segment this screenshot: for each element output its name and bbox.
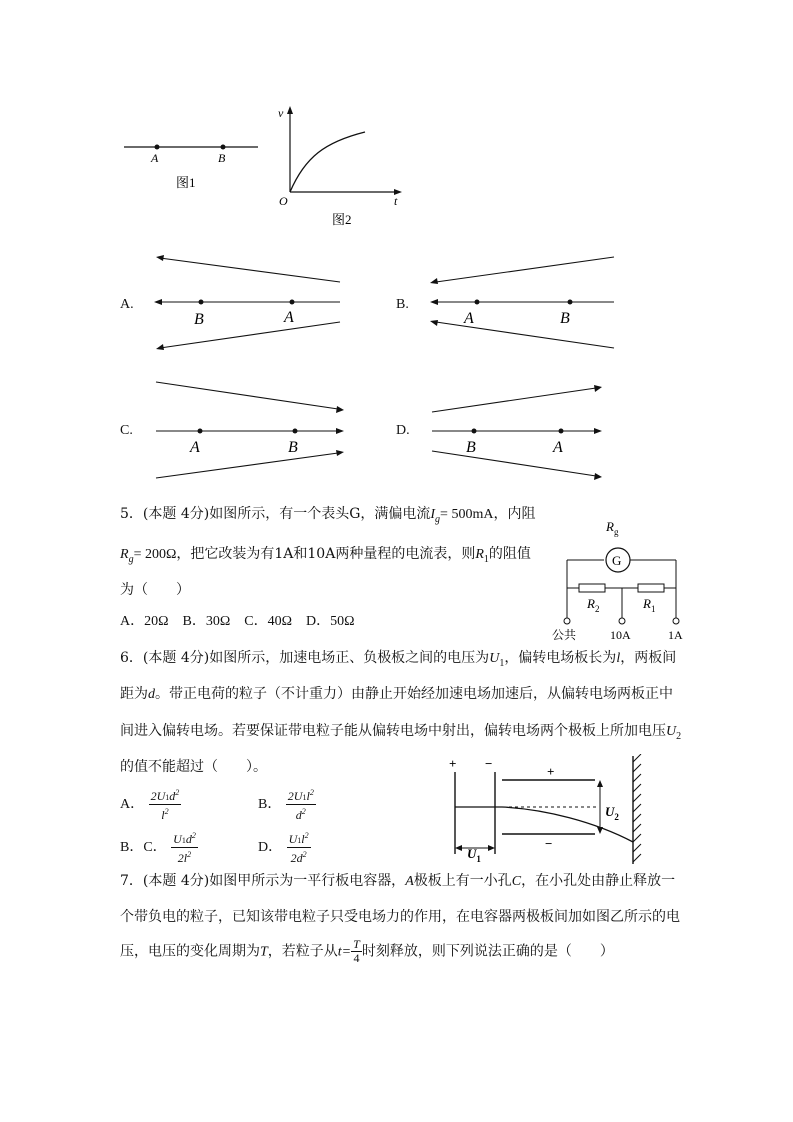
point-a (475, 300, 480, 305)
q5-line-1: 5．(本题 4分)如图所示，有一个表头G，满偏电流$I_g= 500mA$，内阻 (120, 506, 536, 525)
point-a (198, 429, 203, 434)
r2-label: $R_2$ (587, 596, 600, 614)
q6-choice-d: D． $\frac{U1l^2}{2d^2}$ (258, 831, 309, 865)
point-b (568, 300, 573, 305)
t-over-4: $\frac{T}{4}$ (353, 937, 360, 965)
option-b-diagram (424, 250, 624, 360)
label-b: B (218, 151, 226, 165)
figure-1 (118, 130, 268, 195)
label-right: B (288, 439, 298, 456)
q7-line-1: 7．(本题 4分)如图甲所示为一平行板电容器，A极板上有一小孔C，在小孔处由静止释放一 (120, 873, 676, 889)
terminal-common-label: 公共 (552, 628, 577, 642)
option-c-diagram (150, 376, 350, 486)
deflect-minus: − (545, 836, 553, 851)
axis-v-label: v (278, 106, 284, 120)
point-a (559, 429, 564, 434)
axis-t-label: t (394, 194, 398, 208)
option-a-diagram (150, 250, 350, 360)
figure-1-caption: 图1 (176, 175, 196, 190)
galvanometer-label: G (612, 553, 622, 568)
accel-plus: + (449, 756, 457, 771)
q6-choice-b: B． $\frac{2U1l^2}{d^2}$ (258, 788, 314, 822)
formula-d: $\frac{U1l^2}{2d^2}$ (288, 831, 309, 865)
q6-choice-c: B．C． $\frac{U1d^2}{2l^2}$ (120, 831, 196, 865)
q6-line-4: 的值不能超过（ ）。 (120, 759, 267, 775)
resistor-r1 (638, 584, 664, 592)
label-right: A (284, 309, 294, 326)
option-c-key: C. (120, 423, 133, 438)
q7-line-2: 个带负电的粒子，已知该带电粒子只受电场力的作用，在电容器两极板间加如图乙所示的电 (120, 909, 680, 925)
q7-line-3: 压，电压的变化周期为T，若粒子从t= $\frac{T}{4}$ 时刻释放，则下列说法正确的是（ ） (120, 937, 614, 965)
q6-line-2: 距为d。带正电荷的粒子（不计重力）由静止开始经加速电场加速后，从偏转电场两板正中 (120, 686, 673, 702)
label-a: A (151, 151, 159, 165)
origin-label: O (279, 194, 288, 208)
formula-a: $\frac{2U1d^2}{l^2}$ (150, 788, 180, 822)
label-left: A (190, 439, 200, 456)
q6-figure (445, 754, 645, 866)
q5-circuit (548, 515, 698, 645)
terminal-common (564, 618, 570, 624)
option-d-diagram (424, 376, 624, 486)
screen-hatching (633, 754, 641, 862)
label-left: A (464, 310, 474, 327)
figure-2-caption: 图2 (332, 212, 352, 227)
v-t-curve (290, 132, 365, 192)
point-b (472, 429, 477, 434)
point-b (221, 145, 226, 150)
deflect-plus: + (547, 764, 555, 779)
point-b (293, 429, 298, 434)
point-a (290, 300, 295, 305)
label-left: B (466, 439, 476, 456)
option-a-key: A. (120, 297, 134, 312)
r1-label: $R_1$ (643, 596, 656, 614)
formula-c: $\frac{U1d^2}{2l^2}$ (173, 831, 196, 865)
label-left: B (194, 311, 204, 328)
option-b-key: B. (396, 297, 409, 312)
terminal-10a-label: 10A (610, 628, 631, 642)
q5-choices: A．20Ω B．30Ω C．40Ω D．50Ω (120, 614, 355, 629)
label-right: A (553, 439, 563, 456)
label-right: B (560, 310, 570, 327)
terminal-1a-label: 1A (668, 628, 683, 642)
q6-line-3: 间进入偏转电场。若要保证带电粒子能从偏转电场中射出，偏转电场两个极板上所加电压$U_2$ (120, 723, 682, 742)
q5-line-2: $R_g= 200\Omega$，把它改装为有1A和10A两种量程的电流表，则$R_1$的阻值 (120, 546, 531, 565)
u1-label: $U_1$ (467, 846, 481, 864)
point-b (199, 300, 204, 305)
terminal-1a (673, 618, 679, 624)
accel-minus: − (485, 756, 493, 771)
option-d-key: D. (396, 423, 410, 438)
terminal-10a (619, 618, 625, 624)
q6-choice-a: A． $\frac{2U1d^2}{l^2}$ (120, 788, 180, 822)
resistor-r2 (579, 584, 605, 592)
point-a (155, 145, 160, 150)
formula-b: $\frac{2U1l^2}{d^2}$ (287, 788, 314, 822)
q6-line-1: 6．(本题 4分)如图所示，加速电场正、负极板之间的电压为$U_1$，偏转电场板长为l，两板间 (120, 650, 677, 669)
rg-label: $R_g$ (606, 519, 619, 537)
q5-line-3: 为（ ） (120, 582, 190, 598)
u2-label: $U_2$ (605, 804, 619, 822)
figure-2 (270, 102, 410, 230)
